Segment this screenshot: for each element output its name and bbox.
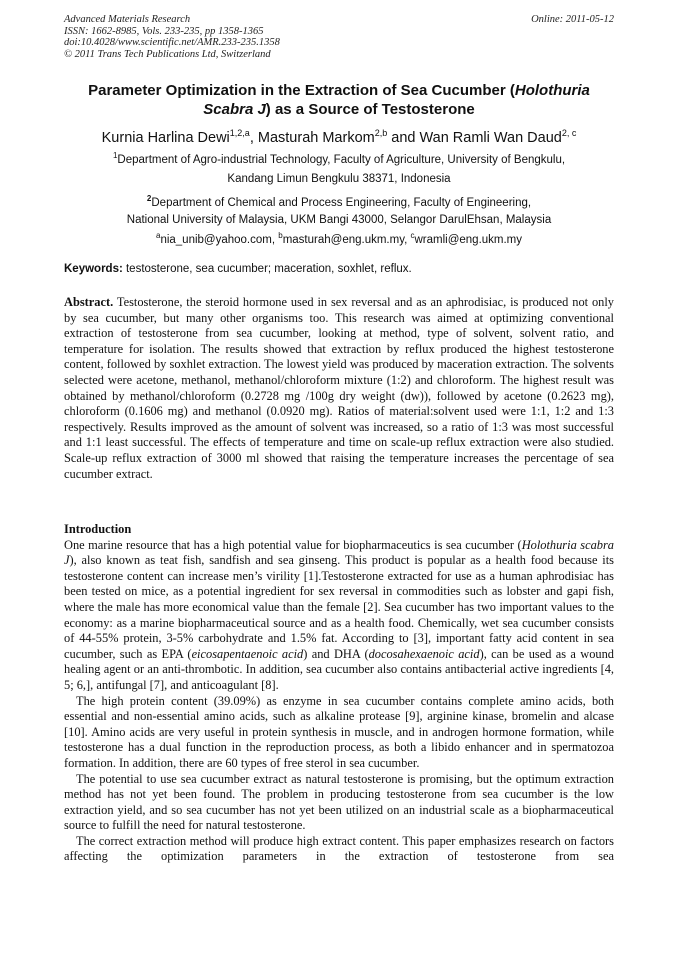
intro-paragraph-2: The high protein content (39.09%) as enzyme in sea cucumber contains complete amino acids, both essential and non-essential amino acids, such as alkaline protease [9], arginine kinase, bromelin and alcase [10]. Amino acids are very useful in protein synthesis in muscle, and in androgen hormone formation, while testosterone has a dual function in the reproduction process, as both a libido enhancer and in spermatozoa formation. In addition, there are 60 types of free sterol in sea cucumber. [64,693,614,770]
intro-p1-epa: eicosapentaenoic acid [191,646,304,661]
author-list [64,124,614,147]
affiliation-1-line1: Department of Agro-industrial Technology, Faculty of Agriculture, University of Bengkulu, [117,153,566,166]
journal-copyright: © 2011 Trans Tech Publications Ltd, Switzerland [64,48,271,60]
author-separator: and [387,129,420,146]
online-date: Online: 2011-05-12 [531,14,614,25]
affiliation-2-sup: 2 [146,194,152,203]
title-part2: ) as a Source of Testosterone [265,101,475,118]
title-italic1: Holothuria [514,82,590,99]
affiliation-1-sup: 1 [112,151,118,160]
intro-paragraph-4: The correct extraction method will produce high extract content. This paper emphasizes research on factors affecting the optimization parameters in the extraction of testosterone from sea [64,833,614,864]
title-italic2: Scabra J [203,101,266,118]
author-separator: , [249,129,258,146]
journal-doi: doi:10.4028/www.scientific.net/AMR.233-235.1358 [64,37,280,48]
introduction-section [64,522,614,865]
intro-paragraph-1 [64,538,614,694]
journal-issn: ISSN: 1662-8985, Vols. 233-235, pp 1358-1365 [64,25,264,37]
affiliation-2-line1: Department of Chemical and Process Engineering, Faculty of Engineering, [151,196,532,209]
author-2: Masturah Markom [257,129,375,146]
intro-p1-text: One marine resource that has a high potential value for biopharmaceutics is sea cucumber ( [64,537,522,552]
email-3: wramli@eng.ukm.my [414,233,523,246]
intro-p1-text: ) and DHA ( [303,646,369,661]
abstract-text: Testosterone, the steroid hormone used in sex reversal and as an aphrodisiac, is produced not only by sea cucumber, but many other organisms too. This research was aimed at optimizing conventional extraction of testosterone from sea cucumber, looking at method, type of solvent, solvent ratio, and temperature for isolation. The results showed that extraction by reflux produced the highest testosterone content, followed by soxhlet extraction. The lowest yield was produced by maceration extraction. The solvents selected were acetone, methanol, methanol/chloroform mixture (1:2) and chloroform. The highest result was obtained by methanol/chloroform (0.2728 mg /100g dry weight (dw)), followed by acetone (0.2623 mg), chloroform (0.1606 mg) and methanol (0.0920 mg). Ratios of material:solvent used were 1:1, 1:2 and 1:3 respectively. Results improved as the amount of solvent was increased, so a ratio of 1:3 was most successful and 1:1 least successful. The effects of temperature and time on scale-up reflux extraction were also studied. Scale-up reflux extraction of 3000 ml showed that raising the temperature increases the percentage of sea cucumber extract. [64,295,614,481]
email-2-sup: b [278,231,283,240]
journal-name: Advanced Materials Research [64,14,191,25]
intro-p1-text: ), can be used as a wound healing agent or an anti-thrombotic. In addition, sea cucumber also contains antibacterial active ingredients [4, 5; 6,], antifungal [7], and anticoagulant [8]. [64,646,614,692]
intro-p1-species: Holothuria scabra J [64,537,614,568]
intro-p1-text: ), also known as teat fish, sandfish and sea ginseng. This product is popular as a health food because its testosterone content can increase men’s virility [1].Testosterone extracted for use as a human aphrodisiac has been tested on mice, as a potential ingredient for sex reversal in commodities such as lobster and gapi fish, where the male has more economical value than the female [2]. Sea cucumber has two important values to the economy: as a marine biopharmaceutical source and as a health food. Chemically, wet sea cucumber consists of 44-55% protein, 3-5% carbohydrate and 1.5% fat. According to [3], important fatty acid content in sea cucumber, such as EPA ( [64,553,614,661]
affiliation-1-line2: Kandang Limun Bengkulu 38371, Indonesia [227,172,451,185]
affiliation-1 [64,146,614,189]
affiliation-2 [64,190,614,229]
abstract [64,295,614,482]
paper-title [64,81,614,119]
affiliation-2-line2: National University of Malaysia, UKM Bangi 43000, Selangor DarulEhsan, Malaysia [126,213,552,226]
author-3-sup: 2, c [561,128,577,138]
email-2: masturah@eng.ukm.my, [282,233,411,246]
author-2-sup: 2,b [374,128,388,138]
author-1-sup: 1,2,a [229,128,250,138]
intro-p1-dha: docosahexaenoic acid [368,646,480,661]
email-3-sup: c [410,231,415,240]
title-part1: Parameter Optimization in the Extraction of Sea Cucumber ( [88,82,515,99]
author-1: Kurnia Harlina Dewi [101,129,230,146]
email-1: nia_unib@yahoo.com, [160,233,279,246]
keywords-label: Keywords: [64,263,123,275]
keywords [64,262,614,277]
journal-header [64,14,280,60]
keywords-text: testosterone, sea cucumber; maceration, soxhlet, reflux. [122,263,412,275]
intro-paragraph-3: The potential to use sea cucumber extract as natural testosterone is promising, but the optimum extraction method has not yet been found. The problem in producing testosterone from sea cucumber is the low extraction yield, and so sea cucumber has not yet been utilized on an industrial scale as a biopharmaceutical source to fulfill the need for natural testosterone. [64,771,614,833]
email-list [64,226,614,250]
abstract-label: Abstract. [64,295,114,309]
email-1-sup: a [155,231,161,240]
author-3: Wan Ramli Wan Daud [419,129,562,146]
introduction-heading: Introduction [64,522,132,536]
